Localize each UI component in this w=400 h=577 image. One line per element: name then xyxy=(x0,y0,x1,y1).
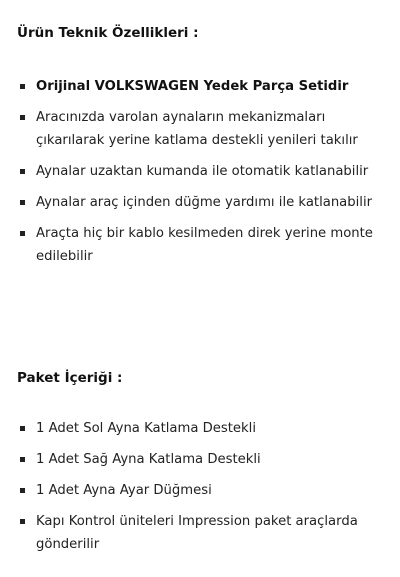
list-item xyxy=(0,160,400,183)
square-bullet-icon xyxy=(20,231,25,236)
list-item-text: Kapı Kontrol üniteleri Impression paket araçlarda gönderilir xyxy=(36,514,358,552)
section-title-technical-specs: Ürün Teknik Özellikleri : xyxy=(17,25,199,41)
list-item xyxy=(0,191,400,214)
square-bullet-icon xyxy=(20,115,25,120)
list-item xyxy=(0,448,400,471)
list-item-text: 1 Adet Ayna Ayar Düğmesi xyxy=(36,483,212,498)
package-contents-list xyxy=(0,417,400,564)
square-bullet-icon xyxy=(20,426,25,431)
list-item-text: Orijinal VOLKSWAGEN Yedek Parça Setidir xyxy=(36,79,349,94)
list-item-text: 1 Adet Sağ Ayna Katlama Destekli xyxy=(36,452,261,467)
list-item-text: Araçta hiç bir kablo kesilmeden direk yerine monte edilebilir xyxy=(36,226,373,264)
section-title-package-contents: Paket İçeriği : xyxy=(17,370,123,386)
list-item-text: Aynalar uzaktan kumanda ile otomatik katlanabilir xyxy=(36,164,369,179)
square-bullet-icon xyxy=(20,457,25,462)
list-item xyxy=(0,106,400,152)
list-item-text: Aynalar araç içinden düğme yardımı ile katlanabilir xyxy=(36,195,373,210)
list-item xyxy=(0,510,400,556)
square-bullet-icon xyxy=(20,84,25,89)
list-item xyxy=(0,222,400,268)
list-item xyxy=(0,75,400,98)
list-item-text: Aracınızda varolan aynaların mekanizmaları çıkarılarak yerine katlama destekli yenileri takılır xyxy=(36,110,358,148)
square-bullet-icon xyxy=(20,169,25,174)
square-bullet-icon xyxy=(20,488,25,493)
list-item xyxy=(0,479,400,502)
technical-specs-list xyxy=(0,75,400,276)
square-bullet-icon xyxy=(20,200,25,205)
list-item xyxy=(0,417,400,440)
square-bullet-icon xyxy=(20,519,25,524)
list-item-text: 1 Adet Sol Ayna Katlama Destekli xyxy=(36,421,256,436)
